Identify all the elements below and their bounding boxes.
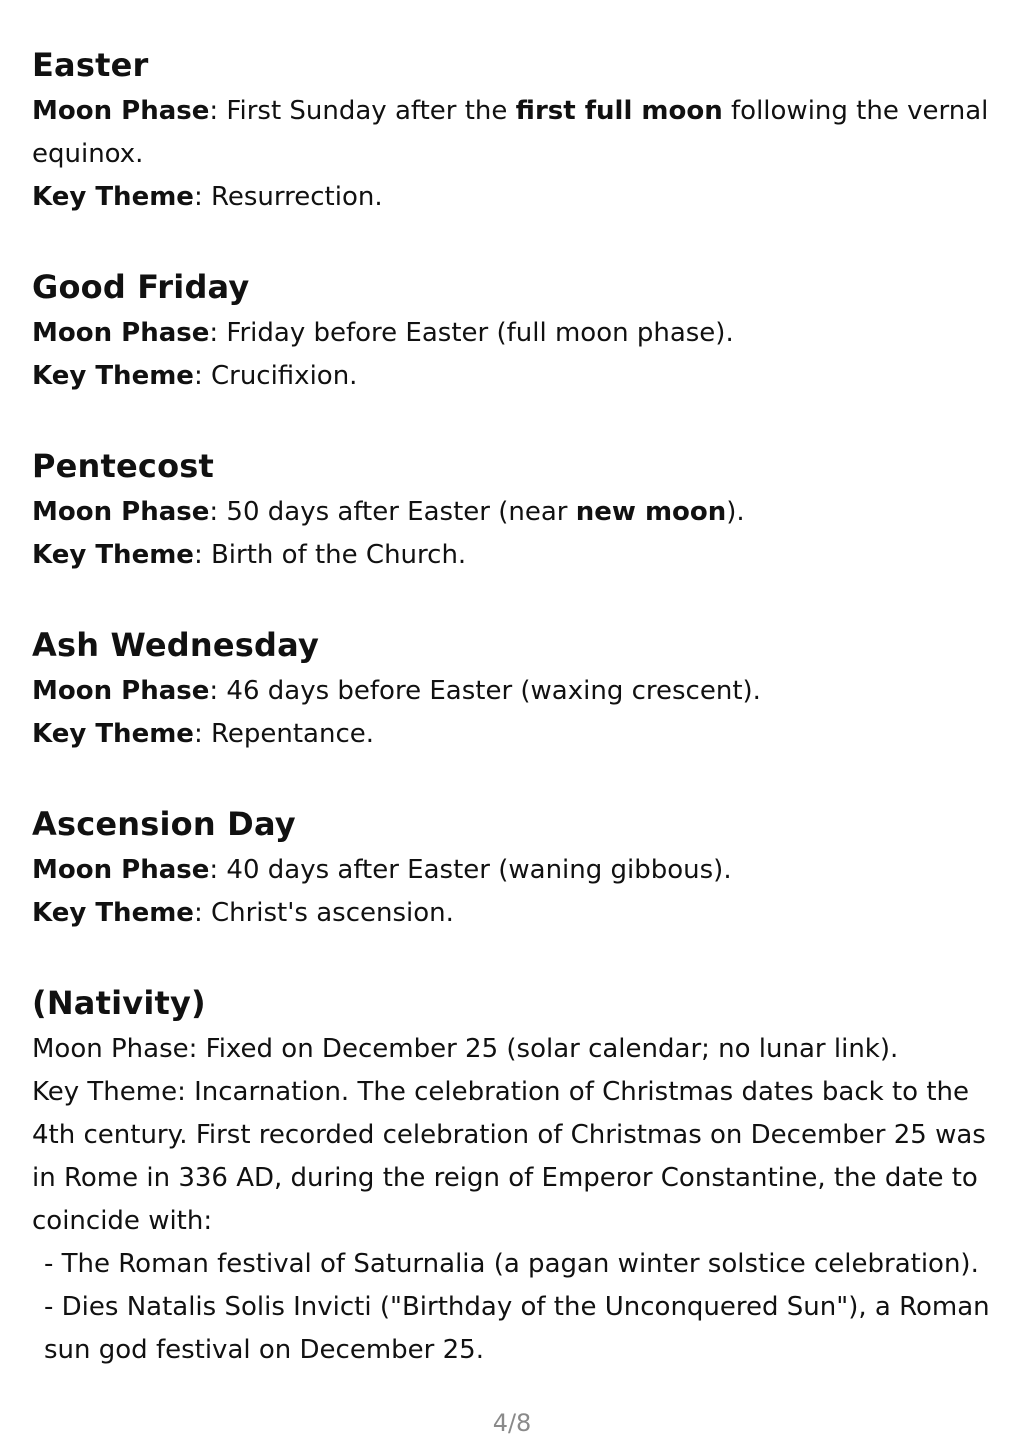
moon-phase-line [32,849,992,892]
section-title: (Nativity) [32,984,206,1022]
section-pentecost [32,441,992,577]
section-title: Good Friday [32,268,250,306]
key-theme-line [32,355,992,398]
key-theme-label: Key Theme [32,182,194,212]
key-theme-separator: : [193,540,211,570]
moon-phase-text: 40 days after Easter (waning gibbous). [226,855,732,885]
section-title: Easter [32,46,149,84]
key-theme-separator: : [193,182,211,212]
moon-phase-text-end: following the vernal equinox. [32,96,989,169]
key-theme-separator: : [193,719,211,749]
moon-phase-line [32,491,992,534]
key-theme-label: Key Theme [32,540,194,570]
list-item: - The Roman festival of Saturnalia (a pagan winter solstice celebration). [44,1249,979,1279]
moon-phase-line: Moon Phase: Fixed on December 25 (solar calendar; no lunar link). [32,1034,899,1064]
key-theme-line [32,534,992,577]
section-ascension-day [32,799,992,935]
moon-phase-separator: : [209,318,227,348]
key-theme-text: Crucifixion. [210,361,358,391]
page-number: 4/8 [492,1409,532,1437]
key-theme-text: Resurrection. [210,182,383,212]
key-theme-separator: : [193,361,211,391]
section-good-friday [32,262,992,398]
key-theme-text: Birth of the Church. [210,540,467,570]
moon-phase-text: Friday before Easter (full moon phase). [226,318,734,348]
moon-phase-emphasis: first full moon [515,96,723,126]
moon-phase-text: First Sunday after the [226,96,516,126]
key-theme-line: Key Theme: Incarnation. The celebration of Christmas dates back to the 4th century. First recorded celebration of Christmas on December 25 was in Rome in 336 AD, during the reign of Emperor Constantine, the date to coincide with: [32,1077,986,1236]
key-theme-text: Repentance. [210,719,375,749]
moon-phase-line [32,312,992,355]
section-title: Ascension Day [32,805,296,843]
moon-phase-text: 50 days after Easter (near [226,497,576,527]
key-theme-text: Christ's ascension. [210,898,454,928]
moon-phase-emphasis: new moon [575,497,727,527]
section-title: Pentecost [32,447,215,485]
key-theme-line [32,176,992,219]
key-theme-label: Key Theme [32,719,194,749]
moon-phase-separator: : [209,96,227,126]
section-ash-wednesday [32,620,992,756]
moon-phase-text-end: ). [726,497,745,527]
document-page [32,40,992,1372]
key-theme-label: Key Theme [32,898,194,928]
moon-phase-separator: : [209,676,227,706]
moon-phase-label: Moon Phase [32,676,210,706]
section-nativity [32,978,992,1372]
list-item: - Dies Natalis Solis Invicti ("Birthday of the Unconquered Sun"), a Roman sun god festival on December 25. [44,1292,990,1365]
moon-phase-label: Moon Phase [32,497,210,527]
key-theme-label: Key Theme [32,361,194,391]
key-theme-line [32,892,992,935]
moon-phase-label: Moon Phase [32,855,210,885]
moon-phase-separator: : [209,497,227,527]
key-theme-line [32,713,992,756]
moon-phase-separator: : [209,855,227,885]
moon-phase-text: 46 days before Easter (waxing crescent). [226,676,761,706]
key-theme-separator: : [193,898,211,928]
section-title: Ash Wednesday [32,626,320,664]
moon-phase-line [32,90,992,176]
moon-phase-label: Moon Phase [32,96,210,126]
moon-phase-label: Moon Phase [32,318,210,348]
moon-phase-line [32,670,992,713]
section-easter [32,40,992,219]
